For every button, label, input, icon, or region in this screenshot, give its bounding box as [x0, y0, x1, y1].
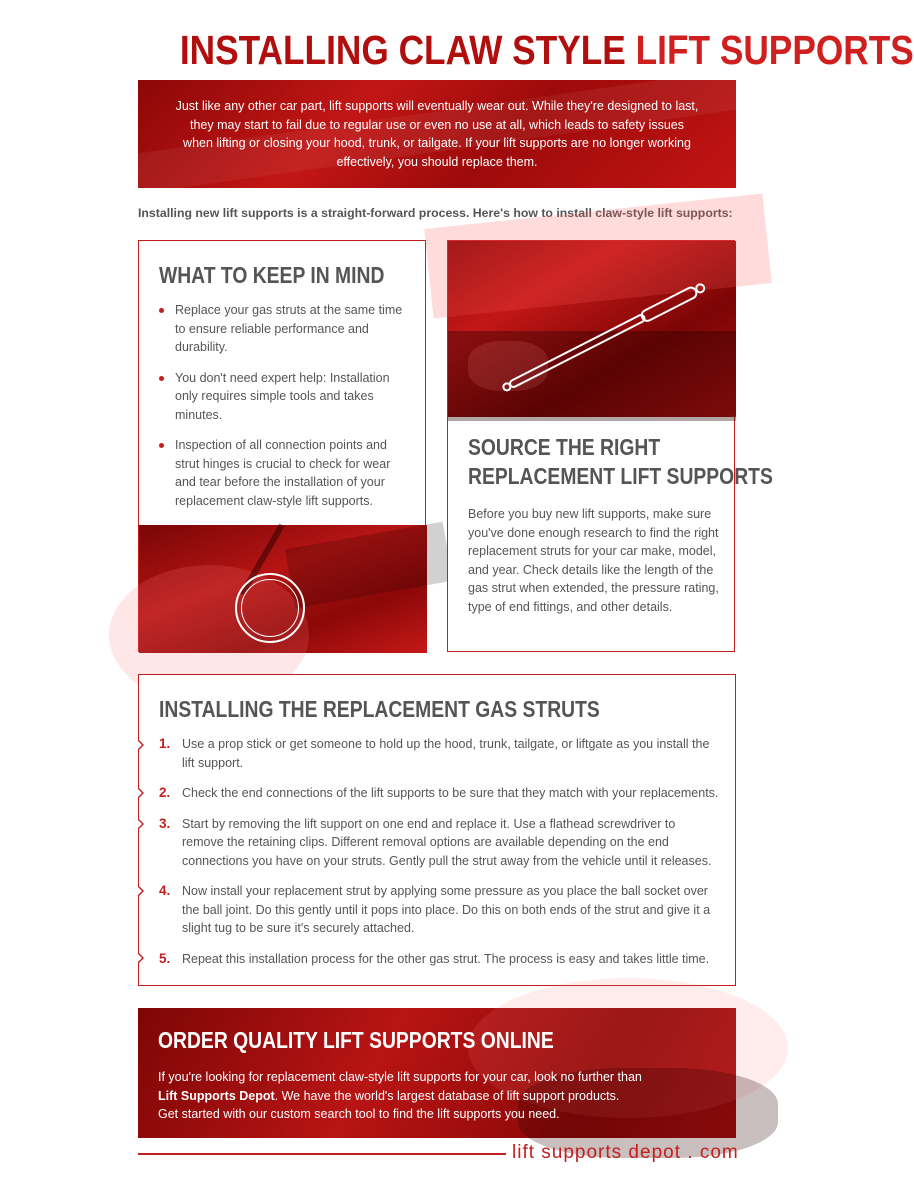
- installing-heading: INSTALLING THE REPLACEMENT GAS STRUTS: [159, 696, 600, 722]
- strut-closeup-photo: [139, 525, 427, 653]
- chevron-right-icon: [138, 952, 144, 964]
- keep-in-mind-heading: WHAT TO KEEP IN MIND: [159, 262, 385, 288]
- step-number: 3.: [159, 815, 171, 831]
- list-item-text: You don't need expert help: Installation only requires simple tools and takes minutes.: [175, 370, 390, 422]
- list-item: [159, 735, 719, 772]
- footer-divider: [138, 1153, 506, 1155]
- order-banner: [138, 1008, 736, 1138]
- step-number: 1.: [159, 736, 171, 751]
- order-line1: If you're looking for replacement claw-style lift supports for your car, look no further than: [158, 1070, 642, 1084]
- source-heading: [468, 433, 773, 491]
- list-item: [159, 950, 719, 969]
- bullet-icon: [159, 443, 164, 448]
- step-text: Repeat this installation process for the other gas strut. The process is easy and takes little time.: [182, 951, 710, 966]
- installing-card: [138, 674, 736, 986]
- gas-strut-icon: [448, 241, 736, 417]
- footer-brand: lift supports depot . com: [512, 1142, 739, 1163]
- list-item: [159, 784, 719, 803]
- chevron-right-icon: [138, 818, 144, 830]
- source-heading-line2: REPLACEMENT LIFT SUPPORTS: [468, 463, 773, 489]
- order-brand: Lift Supports Depot: [158, 1088, 275, 1103]
- list-item-text: Inspection of all connection points and strut hinges is crucial to check for wear and tear before the installation of your replacement claw-style lift supports.: [175, 438, 391, 508]
- order-line3: Get started with our custom search tool to find the lift supports you need.: [158, 1107, 560, 1121]
- step-text: Use a prop stick or get someone to hold up the hood, trunk, tailgate, or liftgate as you install the lift support.: [182, 737, 710, 770]
- intro-banner: [138, 80, 736, 188]
- lead-text: Installing new lift supports is a straight-forward process. Here's how to install claw-style lift supports:: [138, 206, 733, 220]
- step-text: Now install your replacement strut by applying some pressure as you place the ball socket over the ball joint. Do this gently until it pops into place. Do this on both ends of the strut and give it a slight tug to be sure it's securely attached.: [182, 884, 711, 935]
- step-number: 5.: [159, 950, 171, 966]
- order-line2: . We have the world's largest database of lift support products.: [274, 1088, 620, 1103]
- step-number: 4.: [159, 883, 171, 898]
- intro-text: Just like any other car part, lift supports will eventually wear out. While they're designed to last, they may start to fail due to regular use or even no use at all, which leads to safety issues when lifting or closing your hood, trunk, or tailgate. If your lift supports are no longer working effectively, you should replace them.: [175, 99, 699, 169]
- list-item-text: Replace your gas struts at the same time to ensure reliable performance and durability.: [175, 303, 403, 354]
- source-heading-line1: SOURCE THE RIGHT: [468, 434, 661, 460]
- list-item: [159, 301, 409, 357]
- source-card: [447, 240, 773, 652]
- step-text: Check the end connections of the lift supports to be sure that they match with your replacements.: [182, 786, 719, 800]
- installing-steps: [159, 735, 719, 968]
- step-text: Start by removing the lift support on one end and replace it. Use a flathead screwdriver to remove the retaining clips. Different removal options are available depending on the end connections you have on your struts. Gently pull the strut away from the vehicle until it releases.: [182, 816, 712, 868]
- order-heading: ORDER QUALITY LIFT SUPPORTS ONLINE: [158, 1027, 554, 1053]
- keep-in-mind-list: [159, 301, 409, 522]
- list-item: [159, 815, 719, 871]
- source-body: Before you buy new lift supports, make sure you've done enough research to find the right replacement struts for your car make, model, and year. Check details like the length of the gas strut when extended, the pressure rating, type of end fittings, and other details.: [468, 507, 719, 614]
- bullet-icon: [159, 376, 164, 381]
- list-item: [159, 369, 409, 425]
- list-item: [159, 882, 719, 938]
- keep-in-mind-card: [138, 240, 426, 652]
- list-item: [159, 436, 409, 510]
- engine-bay-photo: [448, 241, 736, 417]
- step-number: 2.: [159, 785, 171, 800]
- chevron-right-icon: [138, 739, 144, 751]
- order-text: [158, 1068, 718, 1124]
- bullet-icon: [159, 308, 164, 313]
- title-part1: INSTALLING CLAW STYLE: [179, 27, 626, 73]
- title-part2: LIFT SUPPORTS: [635, 27, 914, 73]
- page-title: [179, 24, 914, 76]
- chevron-right-icon: [138, 885, 144, 897]
- chevron-right-icon: [138, 787, 144, 799]
